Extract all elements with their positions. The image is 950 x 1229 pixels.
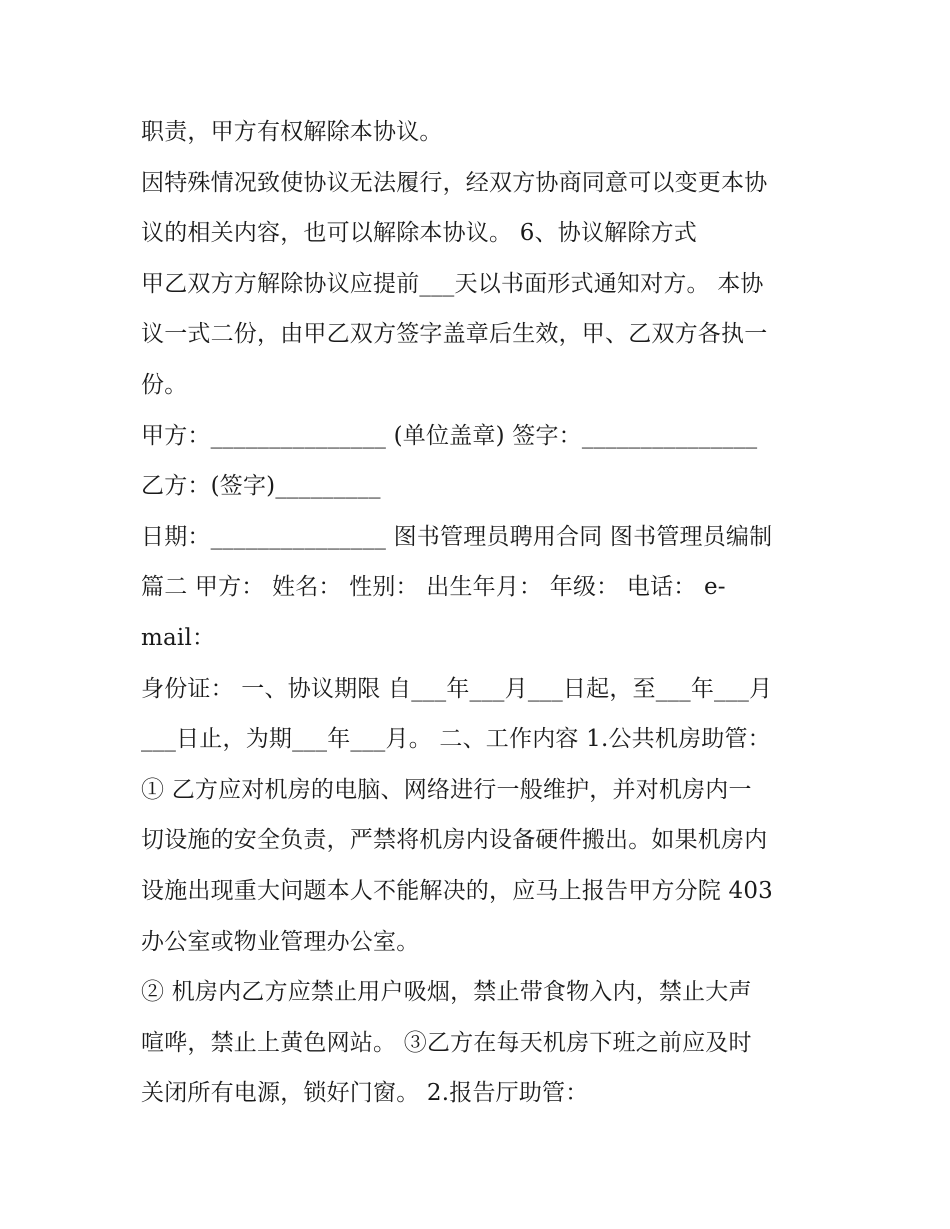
text-line: 切设施的安全负责，严禁将机房内设备硬件搬出。如果机房内 <box>141 827 768 854</box>
text-line: ___日止，为期___年___月。 二、工作内容 1.公共机房助管： <box>141 726 771 753</box>
text-line: 身份证： 一、协议期限 自___年___月___日起，至___年___月 <box>141 675 773 702</box>
text-line: ① 乙方应对机房的电脑、网络进行一般维护，并对机房内一 <box>141 776 752 803</box>
text-line: 办公室或物业管理办公室。 <box>141 928 420 955</box>
text-line: 设施出现重大问题本人不能解决的，应马上报告甲方分院 403 <box>141 877 774 904</box>
text-line: 因特殊情况致使协议无法履行，经双方协商同意可以变更本协 <box>141 169 768 196</box>
document-page <box>141 107 821 1119</box>
text-line: 议一式二份，由甲乙双方签字盖章后生效，甲、乙双方各执一 <box>141 321 768 348</box>
text-line: 喧哗，禁止上黄色网站。 ③乙方在每天机房下班之前应及时 <box>141 1029 752 1056</box>
text-line: 职责，甲方有权解除本协议。 <box>141 119 443 145</box>
text-line: 份。 <box>141 371 188 398</box>
signature-line-party-b: 乙方：(签字)_________ <box>141 473 381 500</box>
text-line: 议的相关内容，也可以解除本协议。 6、协议解除方式 <box>141 220 697 247</box>
text-line: mail： <box>141 624 216 651</box>
text-line: 关闭所有电源，锁好门窗。 2.报告厅助管： <box>141 1080 589 1107</box>
text-line: ② 机房内乙方应禁止用户吸烟，禁止带食物入内，禁止大声 <box>141 979 752 1006</box>
text-line: 篇二 甲方： 姓名： 性别： 出生年月： 年级： 电话： e- <box>141 574 726 601</box>
text-line: 甲乙双方方解除协议应提前___天以书面形式通知对方。 本协 <box>141 270 764 297</box>
signature-line-party-a: 甲方：_______________ (单位盖章) 签字：_______________ <box>141 422 758 449</box>
date-line: 日期：_______________ 图书管理员聘用合同 图书管理员编制 <box>141 523 773 550</box>
